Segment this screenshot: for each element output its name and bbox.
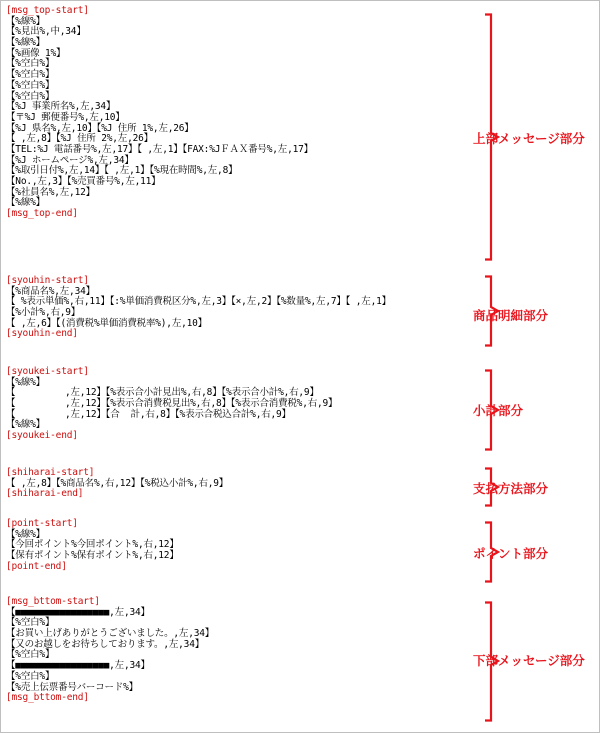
- template-line: 【%J ホームページ%,左,34】: [6, 154, 134, 166]
- section-start-tag: [msg_bttom-start]: [6, 596, 100, 607]
- template-line: 【〒%J 郵便番号%,左,10】: [6, 111, 125, 123]
- template-line: 【%空白%】: [6, 670, 55, 682]
- template-line: 【又のお越しをお待ちしております。,左,34】: [6, 638, 205, 650]
- template-line: 【%線%】: [6, 528, 45, 540]
- template-line: 【 ,左,6】【(消費税%単価消費税率%),左,10】: [6, 317, 207, 329]
- section-start-tag: [shiharai-start]: [6, 467, 95, 478]
- template-line: 【 ,左,8】【%J 住所 2%,左,26】: [6, 133, 153, 145]
- section-end-tag: [point-end]: [6, 560, 67, 572]
- template-line: 【%商品名%,左,34】: [6, 285, 95, 297]
- template-line: 【%空白%】: [6, 90, 55, 102]
- label-syoukei: 小計部分: [473, 403, 524, 418]
- template-line: 【%社員名%,左,12】: [6, 186, 95, 198]
- template-line: 【お買い上げありがとうございました。,左,34】: [6, 628, 215, 640]
- template-line: 【%見出%,中,34】: [6, 26, 86, 38]
- syouhin-block: [6, 276, 391, 340]
- template-line: 【保有ポイント%保有ポイント%,右,12】: [6, 550, 179, 562]
- template-line: 【 ,左,12】【合 計,右,8】【%表示合税込合計%,右,9】: [6, 408, 291, 420]
- section-start-tag: [msg_top-start]: [6, 5, 89, 16]
- template-line: 【 ,左,12】【%表示合小計見出%,右,8】【%表示合小計%,右,9】: [6, 387, 319, 399]
- template-line: 【 ,左,12】【%表示合消費税見出%,右,8】【%表示合消費税%,右,9】: [6, 398, 338, 410]
- label-msg-top: 上部メッセージ部分: [473, 131, 585, 146]
- template-line: 【%売上伝票番号バーコード%】: [6, 681, 138, 693]
- section-lines: [6, 530, 179, 562]
- shiharai-block: [6, 468, 228, 500]
- template-line: 【%線%】: [6, 376, 45, 388]
- section-end-tag: [msg_bttom-end]: [6, 692, 89, 704]
- section-lines: [6, 608, 214, 694]
- template-line: 【%取引日付%,左,14】【 ,左,1】【%現在時間%,左,8】: [6, 165, 238, 177]
- template-line: 【TEL:%J 電話番号%,左,17】【 ,左,1】【FAX:%JＦＡＸ番号%,左,17】: [6, 143, 313, 155]
- template-line: 【■■■■■■■■■■■■■■■■■,左,34】: [6, 606, 150, 618]
- section-end-tag: [msg_top-end]: [6, 208, 78, 220]
- template-line: 【 %表示単価%,右,11】【:%単価消費税区分%,左,3】【×,左,2】【%数量%,左,7】【 ,左,1】: [6, 296, 391, 308]
- template-line: 【%空白%】: [6, 69, 55, 81]
- template-line: 【%空白%】: [6, 617, 55, 629]
- template-line: 【%J 県名%,左,10】【%J 住所 1%,左,26】: [6, 122, 194, 134]
- section-lines: [6, 287, 391, 330]
- template-line: 【%小計%,右,9】: [6, 307, 81, 319]
- msg-top-block: [6, 6, 313, 220]
- syoukei-block: [6, 367, 337, 442]
- template-line: 【%線%】: [6, 419, 45, 431]
- point-block: [6, 519, 179, 572]
- section-lines: [6, 378, 337, 431]
- label-syouhin: 商品明細部分: [473, 308, 549, 323]
- section-lines: [6, 17, 313, 209]
- template-line: 【■■■■■■■■■■■■■■■■■,左,34】: [6, 660, 150, 672]
- template-line: 【%画像 1%】: [6, 47, 66, 59]
- section-end-tag: [syouhin-end]: [6, 328, 78, 340]
- template-line: 【No.,左,3】【%売買番号%,左,11】: [6, 176, 161, 187]
- template-line: 【%空白%】: [6, 649, 55, 661]
- template-line: 【%空白%】: [6, 58, 55, 70]
- template-line: 【%J 事業所名%,左,34】: [6, 101, 116, 113]
- label-msg-bttom: 下部メッセージ部分: [473, 653, 585, 668]
- section-start-tag: [point-start]: [6, 518, 78, 529]
- template-line: 【%空白%】: [6, 79, 55, 91]
- template-line: 【%線%】: [6, 197, 45, 209]
- label-point: ポイント部分: [473, 546, 549, 561]
- template-line: 【%線%】: [6, 15, 45, 27]
- template-line: 【 ,左,8】【%商品名%,右,12】【%税込小計%,右,9】: [6, 477, 229, 489]
- template-line: 【今回ポイント%今回ポイント%,右,12】: [6, 539, 179, 551]
- section-start-tag: [syoukei-start]: [6, 366, 89, 377]
- template-line: 【%線%】: [6, 37, 45, 49]
- label-shiharai: 支払方法部分: [473, 481, 549, 496]
- section-start-tag: [syouhin-start]: [6, 275, 89, 286]
- msg-bttom-block: [6, 597, 214, 704]
- section-end-tag: [syoukei-end]: [6, 430, 78, 442]
- section-end-tag: [shiharai-end]: [6, 488, 84, 500]
